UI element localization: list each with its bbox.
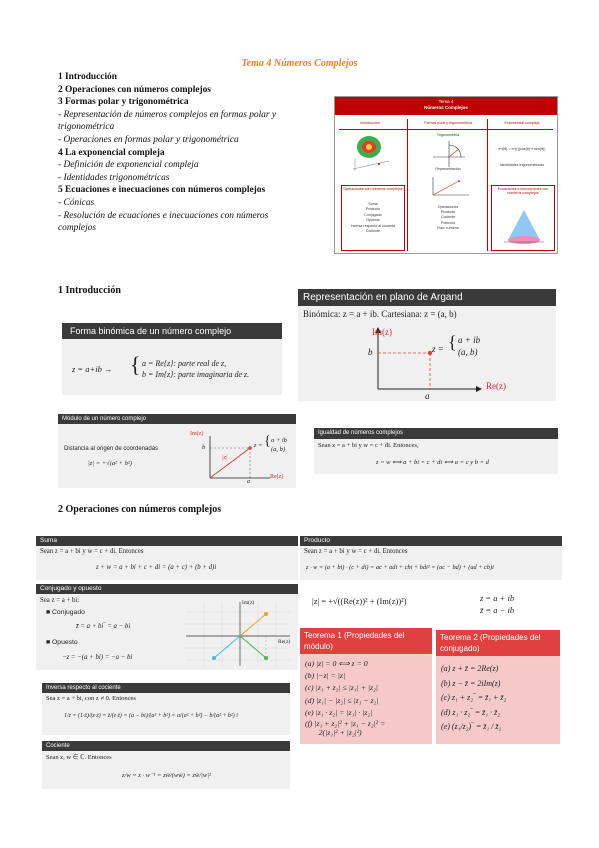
binomica-lhs: z = a+ib → xyxy=(72,364,113,374)
toc-item: - Definición de exponencial compleja xyxy=(58,160,199,171)
toc-item: 4 La exponencial compleja xyxy=(58,147,165,158)
concept-map-header xyxy=(335,97,557,115)
map-ops-item: Producto xyxy=(365,207,381,212)
map-ops-item: Cociente xyxy=(365,229,381,234)
modulo-a-label: a xyxy=(247,478,251,485)
modulo-b-label: b xyxy=(202,444,206,451)
conjugado-title: Conjugado y opuesto xyxy=(36,584,298,594)
map-ops-title: Operaciones con números complejos xyxy=(343,187,403,191)
teorema1-item: (d) |z₁| − |z₂| ≤ |z₁ − z₂| xyxy=(305,695,379,705)
binomica-line2: b = Im{z}: parte imaginaria de z. xyxy=(142,370,250,379)
argand-slide xyxy=(298,289,556,401)
toc-item: - Identidades trigonométricas xyxy=(58,172,170,183)
producto-slide xyxy=(300,536,562,580)
map-ops2-title: Operaciones xyxy=(437,205,459,209)
teorema2-item: (d) z₁ · z₂‾ = z̄₁ · z̄₂ xyxy=(441,707,500,717)
argand-re-label: Re(z) xyxy=(486,381,506,391)
suma-title: Suma xyxy=(36,536,298,546)
suma-slide xyxy=(36,536,298,580)
toc-item: 2 Operaciones con números complejos xyxy=(58,84,211,95)
map-col-exp: Exponencial compleja xyxy=(504,121,540,125)
conjugado-bullet-2: ■ Opuesto xyxy=(46,639,78,646)
cone-illustration-icon xyxy=(502,206,546,246)
modulo-opt2: (a, b) xyxy=(271,446,286,453)
toc-item: - Operaciones en formas polar y trigonométrica xyxy=(58,134,239,145)
teorema2-list xyxy=(441,662,506,735)
opuesto-formula: −z = −(a + bi) = −a − bi xyxy=(62,654,133,661)
teorema1-list xyxy=(305,658,385,737)
argand-subtitle: Binómica: z = a + ib. Cartesiana: z = (a, b) xyxy=(303,309,457,319)
teorema2-item: (e) (z₁/z₂)‾ = z̄₁ / z̄₂ xyxy=(441,722,502,731)
table-of-contents xyxy=(58,71,316,235)
conjugado-im-label: Im(z) xyxy=(242,600,255,606)
argand-brace: { xyxy=(448,332,457,352)
toc-item: - Representación de números complejos en formas polar y trigonométrica xyxy=(58,109,277,133)
toc-item: - Cónicas xyxy=(58,197,95,208)
modulo-title: Módulo de un número complejo xyxy=(58,414,296,424)
toc-item: 5 Ecuaciones e inecuaciones con números complejos xyxy=(58,185,266,196)
modulo-options xyxy=(271,436,287,454)
producto-line2: z · w = (a + bi) · (c + di) = ac + adi + cbi + bdi² = (ac − bd) + (ad + cb)i xyxy=(306,564,494,571)
teorema2-title: Teorema 2 (Propiedades del conjugado) xyxy=(436,630,560,656)
conjugado-formula: z̄ = a + bi‾ = a − bi xyxy=(76,623,131,630)
teorema1-item: 2(|z₁|² + |z₂|²) xyxy=(305,728,362,738)
conjugado-re-label: Re(z) xyxy=(278,639,291,645)
map-ops-item: Opuesto xyxy=(366,218,380,223)
inversa-title: Inversa respecto al cociente xyxy=(42,683,290,693)
modulo-im-label: Im(z) xyxy=(190,431,204,437)
suma-line2: z + w = a + bi + c + di = (a + c) + (b + d)i xyxy=(96,564,217,571)
teorema1-item: (e) |z₁ · z₂| = |z₁| · |z₂| xyxy=(305,707,373,717)
teorema1-title: Teorema 1 (Propiedades del módulo) xyxy=(300,628,432,654)
map-ops2-item: Potencia xyxy=(441,220,455,225)
conjugado-b2-label: Opuesto xyxy=(52,639,78,646)
conjugate-pair xyxy=(480,592,514,616)
pair-line1: z = a + ib xyxy=(480,593,515,603)
modulo-re-label: Re(z) xyxy=(270,474,284,480)
map-title-line2: Números Complejos xyxy=(424,105,468,110)
igualdad-line1: Sean z = a + bi y w = c + di. Entonces, xyxy=(318,442,419,449)
map-eq-box xyxy=(491,185,555,251)
argand-opt2: (a, b) xyxy=(458,347,478,357)
document-title: Tema 4 Números Complejos xyxy=(241,58,358,69)
inversa-line2: 1/z = (1·z̄)/(z·z̄) = z̄/(z·z̄) = (a − bi)/(a² + b²) = a/(a² + b²) − b/(a² + b²) i xyxy=(64,713,238,719)
map-ops-item: Suma xyxy=(368,202,378,206)
toc-item: - Resolución de ecuaciones e inecuaciones con números complejos xyxy=(58,210,269,234)
teorema1-item: (f) |z₁ + z₂|² + |z₁ − z₂|² = xyxy=(305,719,386,729)
inversa-slide xyxy=(42,683,290,735)
conjugado-slide xyxy=(36,584,298,670)
map-ops-item: Inversa respecto al cociente xyxy=(350,223,396,228)
sphere-illustration-icon xyxy=(345,133,397,173)
igualdad-title: Igualdad de números complejos xyxy=(314,428,558,439)
map-trig-label: Trigonometría xyxy=(436,133,460,137)
map-ops2 xyxy=(413,205,483,231)
polar-plot-icon xyxy=(427,175,471,197)
conjugado-diagram xyxy=(182,598,294,668)
teorema1-item: (b) |−z| = |z| xyxy=(305,671,346,681)
igualdad-line2: z = w ⟺ a + bi = c + di ⟺ a = c y b = d xyxy=(376,459,489,466)
map-ops2-item: Cociente xyxy=(440,215,456,220)
modulo-zeq-label: z = xyxy=(254,442,263,449)
teorema2-slide xyxy=(436,630,560,744)
modulus-formula: |z| = +√((Re(z))² + (Im(z))²) xyxy=(312,596,407,606)
map-title-line1: Tema 4 xyxy=(438,99,454,104)
binomica-line1: a = Re{z}: parte real de z, xyxy=(142,359,227,368)
cociente-line2: z/w = z · w⁻¹ = zw̄/(ww̄) = zw̄/|w|² xyxy=(122,772,211,779)
binomica-lines xyxy=(142,358,249,380)
inversa-line1: Sea z = a + bi, con z ≠ 0. Entonces xyxy=(46,695,136,702)
producto-title: Producto xyxy=(300,536,562,546)
map-eq-title: Ecuaciones e inecuaciones con números complejos xyxy=(497,187,549,195)
teorema2-item: (b) z − z̄ = 2iIm(z) xyxy=(441,678,501,688)
argand-opt1: a + ib xyxy=(458,335,481,345)
modulo-desc: Distancia al origen de coordenadas xyxy=(64,446,159,452)
cociente-title: Cociente xyxy=(42,741,290,751)
map-col-intro: Introducción xyxy=(360,121,380,125)
argand-options xyxy=(458,334,480,358)
modulo-z-label: |z| xyxy=(222,455,228,461)
modulo-slide xyxy=(58,414,296,488)
conjugado-bullet-1: ■ Conjugado xyxy=(46,609,85,616)
trig-circle-icon xyxy=(429,139,469,169)
conjugado-intro: Sea z = a + bi: xyxy=(40,597,80,604)
map-col-polar: Formas polar y trigonométrica xyxy=(424,121,472,125)
cociente-line1: Sean z, w ∈ ℂ. Entonces xyxy=(46,754,112,761)
producto-line1: Sean z = a + bi y w = c + di. Entonces xyxy=(304,548,408,555)
suma-line1: Sean z = a + bi y w = c + di. Entonces xyxy=(40,548,144,555)
binomica-brace: { xyxy=(130,352,141,377)
cociente-slide xyxy=(42,741,290,789)
argand-a-label: a xyxy=(425,391,430,401)
binomica-title: Forma binómica de un número complejo xyxy=(62,323,282,339)
modulo-opt1: a + ib xyxy=(271,437,287,444)
map-ops2-item: Raíz n-ésima xyxy=(437,225,459,230)
teorema1-item: (a) |z| = 0 ⟺ z = 0 xyxy=(305,659,368,668)
modulo-brace: { xyxy=(264,434,271,449)
map-ops-box xyxy=(341,185,405,251)
concept-map xyxy=(334,96,558,254)
map-repr-label: Representación xyxy=(435,167,461,171)
section-heading-2: 2 Operaciones con números complejos xyxy=(58,504,222,515)
map-ops2-item: Producto xyxy=(440,210,456,215)
map-euler: e^{iθ} = e^{r}(cos(θ)+i·sen(θ)) xyxy=(498,147,546,151)
teorema1-slide xyxy=(300,628,432,744)
igualdad-slide xyxy=(314,428,558,474)
binomica-slide xyxy=(62,323,282,395)
teorema1-item: (c) |z₁ + z₂| ≤ |z₁| + |z₂| xyxy=(305,683,378,693)
toc-item: 3 Formas polar y trigonométrica xyxy=(58,97,189,108)
map-identities: Identidades trigonométricas xyxy=(499,163,545,167)
argand-b-label: b xyxy=(368,347,373,357)
conjugado-b1-label: Conjugado xyxy=(52,609,85,616)
argand-title: Representación en plano de Argand xyxy=(298,289,556,306)
teorema2-item: (a) z + z̄ = 2Re(z) xyxy=(441,664,499,673)
modulo-formula: |z| = +√(a² + b²) xyxy=(88,460,133,467)
section-heading-1: 1 Introducción xyxy=(58,285,121,296)
pair-line2: z̄ = a − ib xyxy=(480,605,515,615)
argand-z-label: z = xyxy=(432,344,444,354)
argand-im-label: Im(z) xyxy=(372,327,392,337)
teorema2-item: (c) z₁ + z₂‾ = z̄₁ + z̄₂ xyxy=(441,693,507,702)
map-ops-list xyxy=(342,202,404,234)
toc-item: 1 Introducción xyxy=(58,72,117,82)
map-ops-item: Conjugado xyxy=(364,212,382,217)
